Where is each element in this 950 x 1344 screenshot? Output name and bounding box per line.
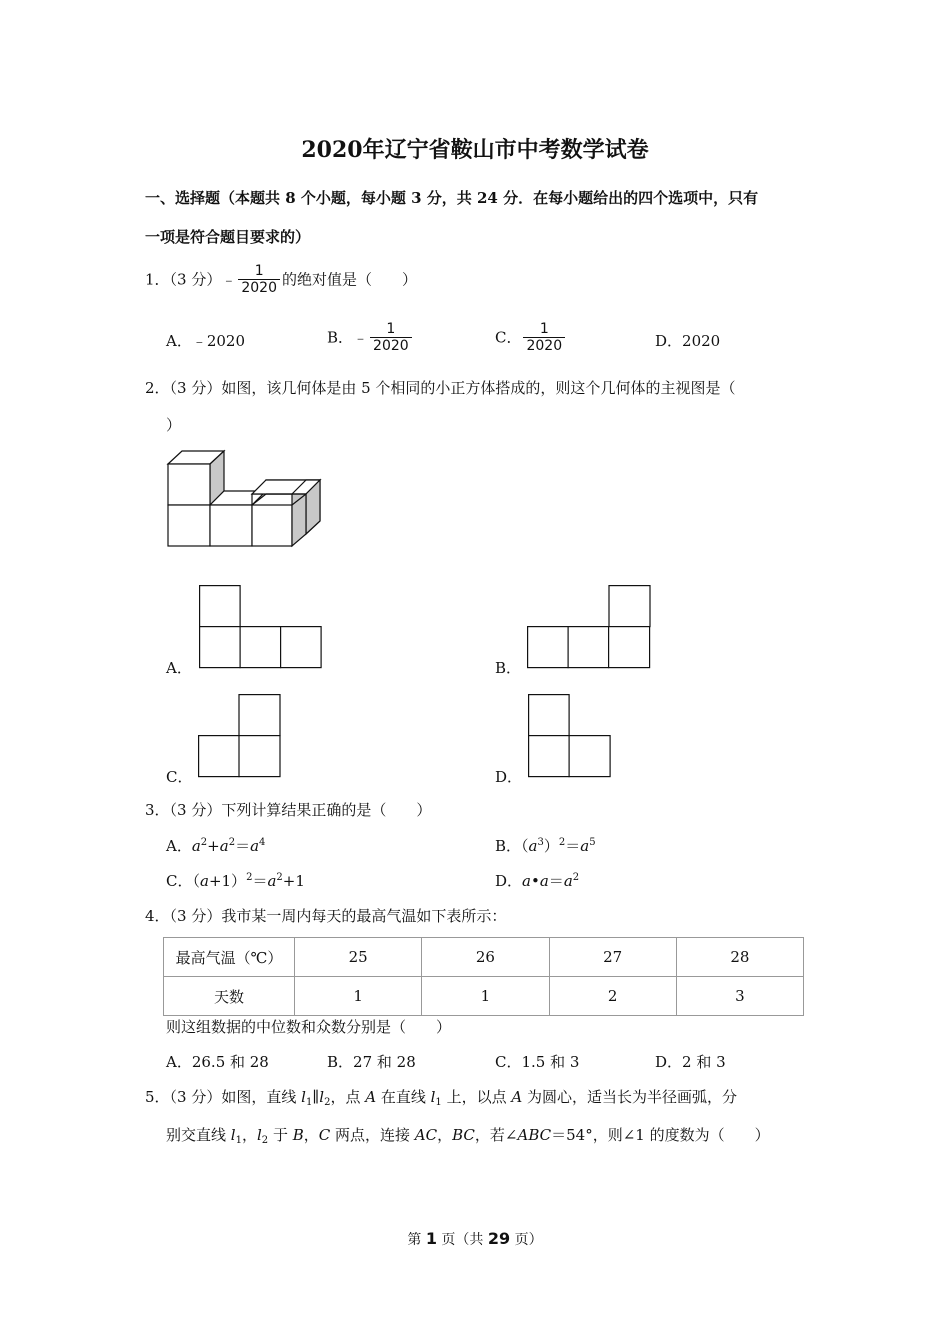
q3-option-a: A．$a^2+a^2=a^4$ xyxy=(166,837,266,855)
table-cell: 3 xyxy=(676,977,803,1016)
question-5-cont: 别交直线 $l_1$，$l_2$ 于 B，C 两点，连接 AC，BC，若∠ABC＝54°，则∠1 的度数为（ ） xyxy=(166,1126,770,1146)
q4-follow: 则这组数据的中位数和众数分别是（ ） xyxy=(166,1018,452,1036)
table-cell: 26 xyxy=(422,938,549,977)
table-cell: 2 xyxy=(549,977,676,1016)
table-cell: 27 xyxy=(549,938,676,977)
table-row xyxy=(164,977,804,1016)
q1-option-c xyxy=(495,322,567,355)
q1-option-b xyxy=(327,322,414,355)
table-cell: 1 xyxy=(422,977,549,1016)
section-heading: 一、选择题（本题共 8 个小题，每小题 3 分，共 24 分．在每小题给出的四个选项中，只有 xyxy=(145,189,759,207)
q3-option-c: C．$(a+1)^2=a^2+1$ xyxy=(166,872,305,890)
q2-option-d: D． xyxy=(495,768,523,786)
temperature-table xyxy=(163,937,804,1016)
q2-option-b: B． xyxy=(495,659,522,677)
question-4: 4．（3 分）我市某一周内每天的最高气温如下表所示： xyxy=(145,907,507,925)
q1-suffix: 的绝对值是（ ） xyxy=(282,270,418,289)
cube-figure xyxy=(168,450,324,548)
q2-option-b-figure xyxy=(527,585,651,669)
q2-option-c: C． xyxy=(166,768,193,786)
question-1 xyxy=(145,264,417,297)
q1-option-c-fraction: $\frac{1}{2020}$ xyxy=(523,322,565,355)
table-cell: 28 xyxy=(676,938,803,977)
q2-option-c-figure xyxy=(198,694,282,778)
table-cell: 25 xyxy=(295,938,422,977)
q1-frac-den: 2020 xyxy=(238,279,280,296)
q4-option-b: B．27 和 28 xyxy=(327,1053,416,1071)
table-row xyxy=(164,938,804,977)
q1-option-a: A．﹣2020 xyxy=(166,332,246,350)
q3-option-d: D．$a•a=a^2$ xyxy=(495,872,580,890)
q2-option-d-figure xyxy=(528,694,612,778)
question-5: 5．（3 分）如图，直线 $l_1\parallel l_2$，点 A 在直线 $l_1$ 上，以点 A 为圆心，适当长为半径画弧，分 xyxy=(145,1088,737,1108)
table-header-cell: 天数 xyxy=(164,977,295,1016)
q2-option-a: A． xyxy=(166,659,192,677)
table-cell: 1 xyxy=(295,977,422,1016)
q3-option-b: B．$(a^3)^2=a^5$ xyxy=(495,837,596,855)
q1-option-b-label: B．﹣ xyxy=(327,328,369,347)
q4-option-d: D．2 和 3 xyxy=(655,1053,726,1071)
page-title: 2020年辽宁省鞍山市中考数学试卷 xyxy=(301,137,649,163)
q2-option-a-figure xyxy=(199,585,323,669)
q1-option-c-label: C． xyxy=(495,328,522,347)
question-2-cont: ） xyxy=(166,416,182,434)
table-header-cell: 最高气温（℃） xyxy=(164,938,295,977)
q1-prefix: 1．（3 分）﹣ xyxy=(145,270,237,289)
question-3: 3．（3 分）下列计算结果正确的是（ ） xyxy=(145,801,432,819)
q1-fraction xyxy=(238,264,280,297)
section-heading-cont: 一项是符合题目要求的） xyxy=(145,228,311,246)
question-2: 2．（3 分）如图，该几何体是由 5 个相同的小正方体搭成的，则这个几何体的主视图是（ xyxy=(145,379,736,397)
q1-option-b-fraction: $\frac{1}{2020}$ xyxy=(370,322,412,355)
page-footer: 第 1 页（共 29 页） xyxy=(407,1229,543,1248)
q4-option-c: C．1.5 和 3 xyxy=(495,1053,580,1071)
q4-option-a: A．26.5 和 28 xyxy=(166,1053,269,1071)
q1-frac-num: 1 xyxy=(254,263,264,279)
q1-option-d: D．2020 xyxy=(655,332,721,350)
